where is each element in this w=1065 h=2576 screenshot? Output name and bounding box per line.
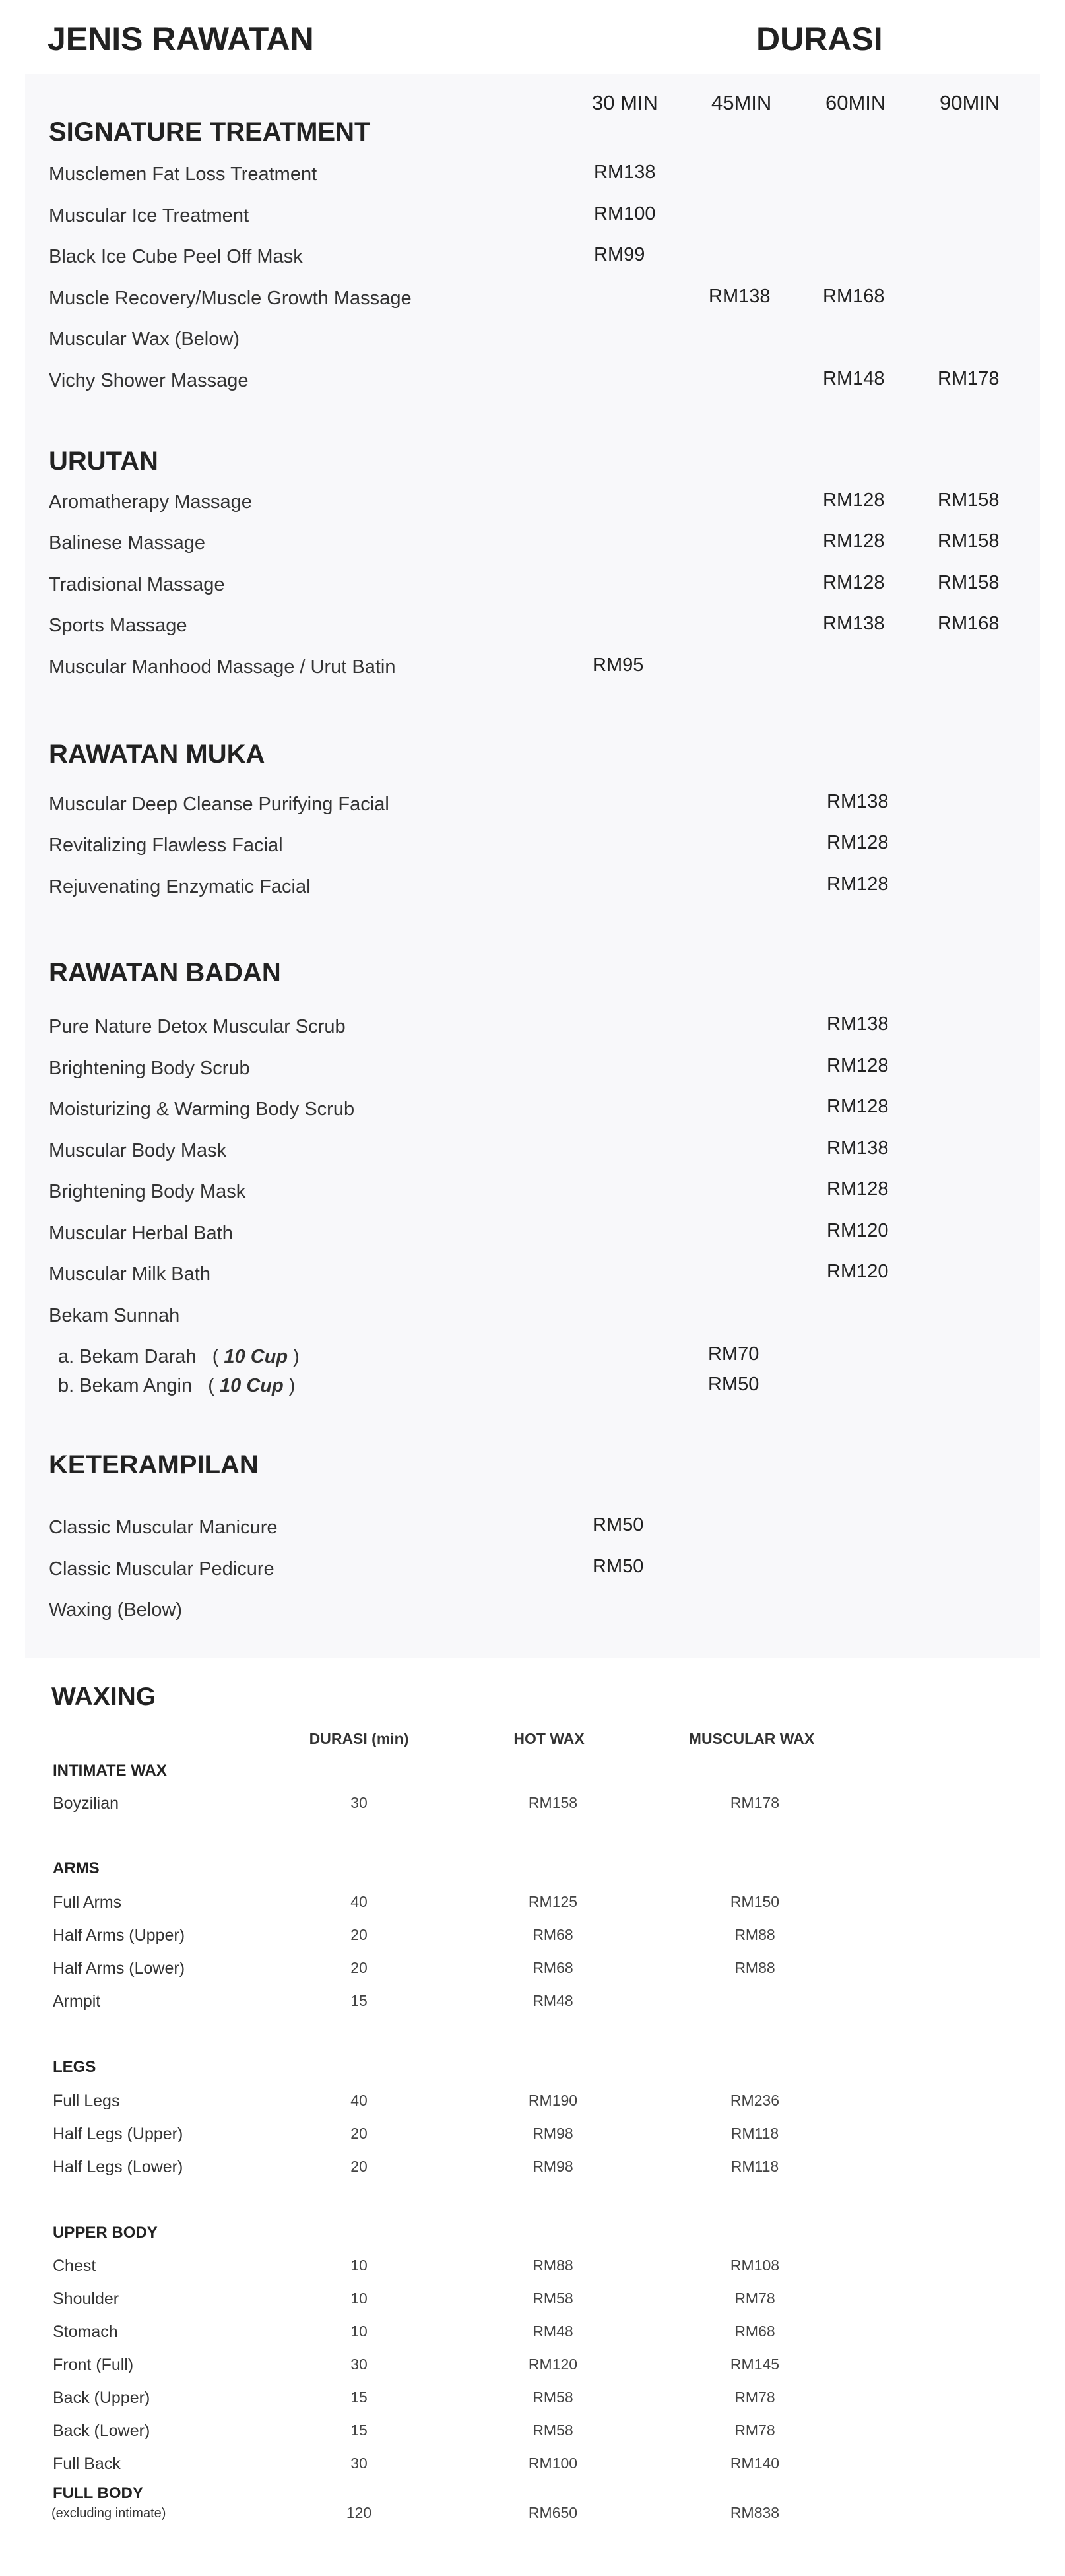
price-60-min: RM138	[827, 791, 889, 812]
wax-hot-price: RM88	[532, 2257, 573, 2274]
category-title: ARMS	[53, 1859, 100, 1877]
wax-duration: 15	[350, 1992, 368, 2009]
treatment-name: Muscular Wax (Below)	[49, 329, 240, 350]
wax-hot-price: RM120	[528, 2356, 578, 2373]
wax-item-name: Back (Upper)	[53, 2389, 150, 2407]
page-title: JENIS RAWATAN	[48, 20, 314, 57]
treatment-name: Bekam Sunnah	[49, 1305, 180, 1326]
wax-duration: 10	[350, 2257, 368, 2274]
wax-muscular-price: RM78	[734, 2389, 775, 2406]
wax-duration: 15	[350, 2422, 368, 2439]
price-30-min: RM50	[593, 1514, 644, 1535]
wax-muscular-price: RM150	[730, 1893, 780, 1910]
treatment-name: Muscle Recovery/Muscle Growth Massage	[49, 288, 412, 309]
section-title: URUTAN	[49, 447, 158, 476]
price-60-min: RM120	[827, 1220, 889, 1241]
wax-duration: 20	[350, 2125, 368, 2142]
price-60-min: RM120	[827, 1261, 889, 1282]
price-60-min: RM138	[827, 1014, 889, 1035]
wax-item-name: Boyzilian	[53, 1794, 119, 1813]
treatment-name: Pure Nature Detox Muscular Scrub	[49, 1016, 346, 1037]
wax-item-name: Full Back	[53, 2455, 121, 2473]
wax-item-name: Front (Full)	[53, 2356, 134, 2374]
wax-hot-price: RM48	[532, 1992, 573, 2009]
treatment-name: Moisturizing & Warming Body Scrub	[49, 1099, 355, 1120]
wax-duration: 20	[350, 1926, 368, 1943]
treatment-name: Rejuvenating Enzymatic Facial	[49, 876, 311, 897]
price-60-min: RM168	[823, 286, 885, 307]
wax-hot-price: RM98	[532, 2158, 573, 2175]
wax-item-name: Back (Lower)	[53, 2422, 150, 2440]
column-30-min: 30 MIN	[592, 91, 658, 114]
wax-muscular-price: RM118	[730, 2125, 779, 2142]
price-30-min: RM100	[594, 203, 656, 224]
wax-duration: 10	[350, 2323, 368, 2340]
wax-item-name: Half Legs (Lower)	[53, 2158, 183, 2176]
treatment-name: Balinese Massage	[49, 532, 205, 554]
treatment-name: Sports Massage	[49, 615, 187, 636]
price-90-min: RM158	[938, 572, 1000, 593]
category-title: LEGS	[53, 2058, 96, 2076]
treatment-name: Muscular Deep Cleanse Purifying Facial	[49, 794, 389, 815]
price-90-min: RM158	[938, 490, 1000, 511]
wax-muscular-price: RM178	[730, 1794, 780, 1811]
wax-duration: 15	[350, 2389, 368, 2406]
wax-muscular-price: RM118	[730, 2158, 779, 2175]
wax-item-name: Half Arms (Lower)	[53, 1959, 185, 1978]
treatment-name: Muscular Body Mask	[49, 1140, 227, 1161]
wax-duration: 20	[350, 2158, 368, 2175]
treatment-name: Vichy Shower Massage	[49, 370, 249, 391]
header-hot-wax: HOT WAX	[513, 1730, 585, 1747]
wax-muscular-price: RM68	[734, 2323, 775, 2340]
wax-hot-price: RM98	[532, 2125, 573, 2142]
wax-muscular-price: RM236	[730, 2092, 780, 2109]
wax-muscular-price: RM78	[734, 2290, 775, 2307]
wax-hot-price: RM68	[532, 1926, 573, 1943]
price-60-min: RM128	[823, 490, 885, 511]
price-60-min: RM128	[823, 572, 885, 593]
wax-duration: 20	[350, 1959, 368, 1976]
wax-duration: 120	[346, 2504, 372, 2521]
wax-item-name: Full Arms	[53, 1893, 122, 1912]
treatment-name: Waxing (Below)	[49, 1599, 182, 1621]
treatment-name: Muscular Milk Bath	[49, 1264, 210, 1285]
wax-hot-price: RM58	[532, 2290, 573, 2307]
treatment-name: Muscular Ice Treatment	[49, 205, 249, 226]
wax-duration: 30	[350, 2455, 368, 2472]
wax-muscular-price: RM838	[730, 2504, 780, 2521]
cup-count: 10 Cup	[224, 1346, 288, 1367]
price-60-min: RM138	[827, 1138, 889, 1159]
wax-hot-price: RM58	[532, 2389, 573, 2406]
wax-hot-price: RM48	[532, 2323, 573, 2340]
bekam-subitem: a. Bekam Darah ( 10 Cup )	[58, 1346, 300, 1367]
wax-hot-price: RM68	[532, 1959, 573, 1976]
category-title: UPPER BODY	[53, 2224, 158, 2241]
cup-count: 10 Cup	[220, 1375, 284, 1396]
treatment-name: Classic Muscular Pedicure	[49, 1559, 274, 1580]
wax-muscular-price: RM88	[734, 1959, 775, 1976]
wax-duration: 40	[350, 1893, 368, 1910]
wax-duration: 30	[350, 2356, 368, 2373]
subitem-label: a. Bekam Darah	[58, 1346, 197, 1367]
section-title: KETERAMPILAN	[49, 1450, 259, 1479]
price-45-min: RM70	[708, 1343, 759, 1365]
wax-item-name: Stomach	[53, 2323, 118, 2341]
header-duration: DURASI (min)	[309, 1730, 409, 1747]
wax-item-name: Chest	[53, 2257, 96, 2275]
full-body-title: FULL BODY	[53, 2484, 143, 2502]
section-title: RAWATAN BADAN	[49, 958, 281, 987]
price-45-min: RM138	[709, 286, 771, 307]
wax-muscular-price: RM145	[730, 2356, 780, 2373]
treatment-name: Tradisional Massage	[49, 574, 225, 595]
duration-title: DURASI	[756, 20, 883, 57]
wax-item-name: Armpit	[53, 1992, 101, 2011]
treatment-name: Brightening Body Scrub	[49, 1058, 250, 1079]
price-30-min: RM95	[593, 655, 644, 676]
section-title: RAWATAN MUKA	[49, 740, 265, 769]
treatment-name: Black Ice Cube Peel Off Mask	[49, 246, 303, 267]
wax-muscular-price: RM78	[734, 2422, 775, 2439]
wax-hot-price: RM125	[528, 1893, 578, 1910]
wax-item-name: Shoulder	[53, 2290, 119, 2308]
wax-hot-price: RM58	[532, 2422, 573, 2439]
price-60-min: RM128	[827, 832, 889, 853]
column-45-min: 45MIN	[711, 91, 772, 114]
column-60-min: 60MIN	[825, 91, 886, 114]
wax-item-name: Half Arms (Upper)	[53, 1926, 185, 1945]
price-30-min: RM50	[593, 1556, 644, 1577]
price-90-min: RM178	[938, 368, 1000, 389]
category-title: INTIMATE WAX	[53, 1762, 167, 1780]
price-60-min: RM128	[827, 1096, 889, 1117]
price-60-min: RM128	[827, 1178, 889, 1200]
wax-muscular-price: RM88	[734, 1926, 775, 1943]
wax-item-name: Half Legs (Upper)	[53, 2125, 183, 2143]
full-body-note: (excluding intimate)	[51, 2506, 166, 2521]
wax-hot-price: RM100	[528, 2455, 578, 2472]
subitem-label: b. Bekam Angin	[58, 1375, 193, 1396]
treatment-name: Brightening Body Mask	[49, 1181, 246, 1202]
treatment-name: Classic Muscular Manicure	[49, 1517, 278, 1538]
treatment-name: Musclemen Fat Loss Treatment	[49, 164, 317, 185]
price-60-min: RM128	[827, 874, 889, 895]
treatment-name: Aromatherapy Massage	[49, 492, 252, 513]
price-90-min: RM168	[938, 613, 1000, 634]
treatment-panel	[25, 74, 1040, 1658]
price-30-min: RM99	[594, 244, 645, 265]
wax-hot-price: RM190	[528, 2092, 578, 2109]
treatment-name: Muscular Herbal Bath	[49, 1223, 233, 1244]
wax-duration: 10	[350, 2290, 368, 2307]
header-muscular-wax: MUSCULAR WAX	[688, 1730, 815, 1747]
price-60-min: RM128	[827, 1055, 889, 1076]
wax-duration: 40	[350, 2092, 368, 2109]
price-45-min: RM50	[708, 1374, 759, 1395]
section-title: SIGNATURE TREATMENT	[49, 117, 371, 146]
price-30-min: RM138	[594, 162, 656, 183]
price-90-min: RM158	[938, 531, 1000, 552]
wax-muscular-price: RM140	[730, 2455, 780, 2472]
treatment-name: Revitalizing Flawless Facial	[49, 835, 283, 856]
price-60-min: RM128	[823, 531, 885, 552]
wax-muscular-price: RM108	[730, 2257, 780, 2274]
treatment-name: Muscular Manhood Massage / Urut Batin	[49, 657, 396, 678]
wax-item-name: Full Legs	[53, 2092, 120, 2110]
bekam-subitem: b. Bekam Angin ( 10 Cup )	[58, 1375, 296, 1396]
price-60-min: RM138	[823, 613, 885, 634]
column-90-min: 90MIN	[940, 91, 1000, 114]
price-60-min: RM148	[823, 368, 885, 389]
wax-duration: 30	[350, 1794, 368, 1811]
waxing-title: WAXING	[51, 1683, 156, 1711]
wax-hot-price: RM158	[528, 1794, 578, 1811]
wax-hot-price: RM650	[528, 2504, 578, 2521]
